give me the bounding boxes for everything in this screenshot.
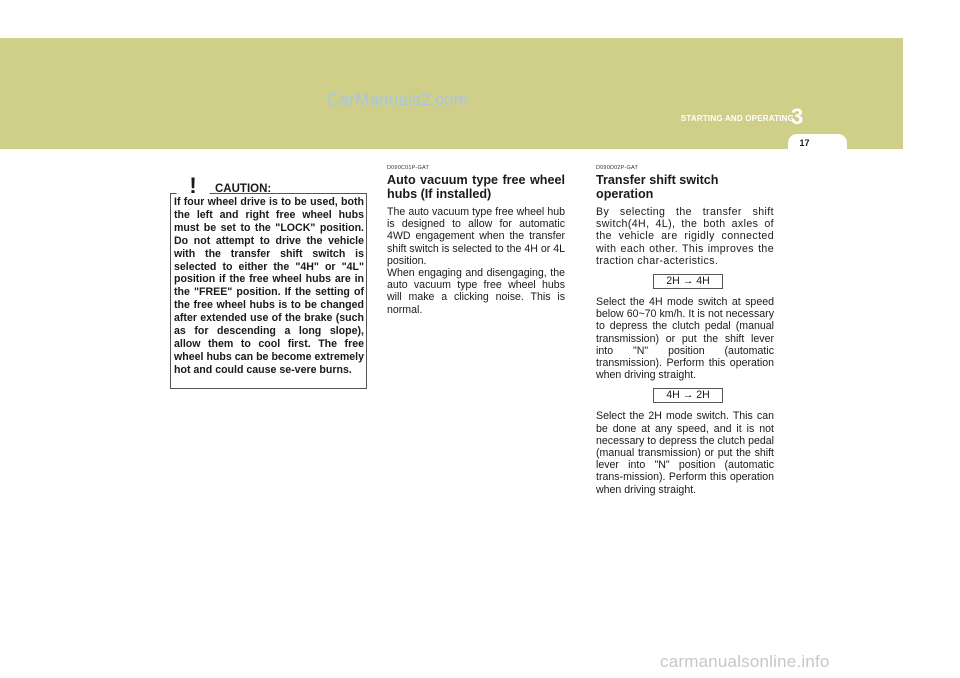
paragraph: The auto vacuum type free wheel hub is designed to allow for automatic 4WD engagement when the transfer shift switch is selected to the 4H or 4L position. <box>387 206 565 267</box>
section-vacuum-hubs <box>387 165 565 316</box>
caution-text: If four wheel drive is to be used, both the left and right free wheel hubs must be set to the "LOCK" position. Do not attempt to drive the vehicle with the transfer shift switch is selected to either the "4H" or "4L" position if the free wheel hubs are in the "FREE" position. If the setting of the free wheel hubs is to be changed after extended use of the brake (such as for descending a long slope), allow them to cool first. The free wheel hubs can be become extremely hot and could cause se-vere burns. <box>174 196 364 376</box>
section-title: Transfer shift switch operation <box>596 173 719 201</box>
section-code: D090C01P-GAT <box>387 165 430 171</box>
paragraph: Select the 2H mode switch. This can be done at any speed, and it is not necessary to depress the clutch pedal (manual transmission) or put the shift lever into "N" position (automatic trans-mission). Perform this operation when driving straight. <box>596 410 774 496</box>
caution-title: CAUTION: <box>215 183 272 195</box>
svg-text:!: ! <box>189 173 197 198</box>
mode-label-2h-to-4h: 2H → 4H <box>653 274 723 289</box>
chapter-number: 3 <box>791 104 804 129</box>
page-number: 17 <box>799 138 810 148</box>
paragraph: When engaging and disengaging, the auto vacuum type free wheel hubs will make a clicking noise. This is normal. <box>387 267 565 316</box>
mode-label-4h-to-2h: 4H → 2H <box>653 388 723 403</box>
section-transfer-switch <box>596 165 774 496</box>
watermark-top[interactable]: CarManuals2.com <box>327 90 468 109</box>
paragraph: By selecting the transfer shift switch(4H, 4L), the both axles of the vehicle are rigidly connected with each other. This improves the traction char-acteristics. <box>596 206 774 267</box>
section-code: D090D02P-GAT <box>596 165 639 171</box>
section-title: Auto vacuum type free wheel hubs (If installed) <box>387 173 565 201</box>
paragraph: Select the 4H mode switch at speed below 60~70 km/h. It is not necessary to depress the clutch pedal (manual transmission) or put the shift lever into "N" position (automatic transmission). Perform this operation when driving straight. <box>596 296 774 382</box>
watermark-bottom[interactable]: carmanualsonline.info <box>660 652 830 671</box>
chapter-label: STARTING AND OPERATING <box>680 114 794 123</box>
